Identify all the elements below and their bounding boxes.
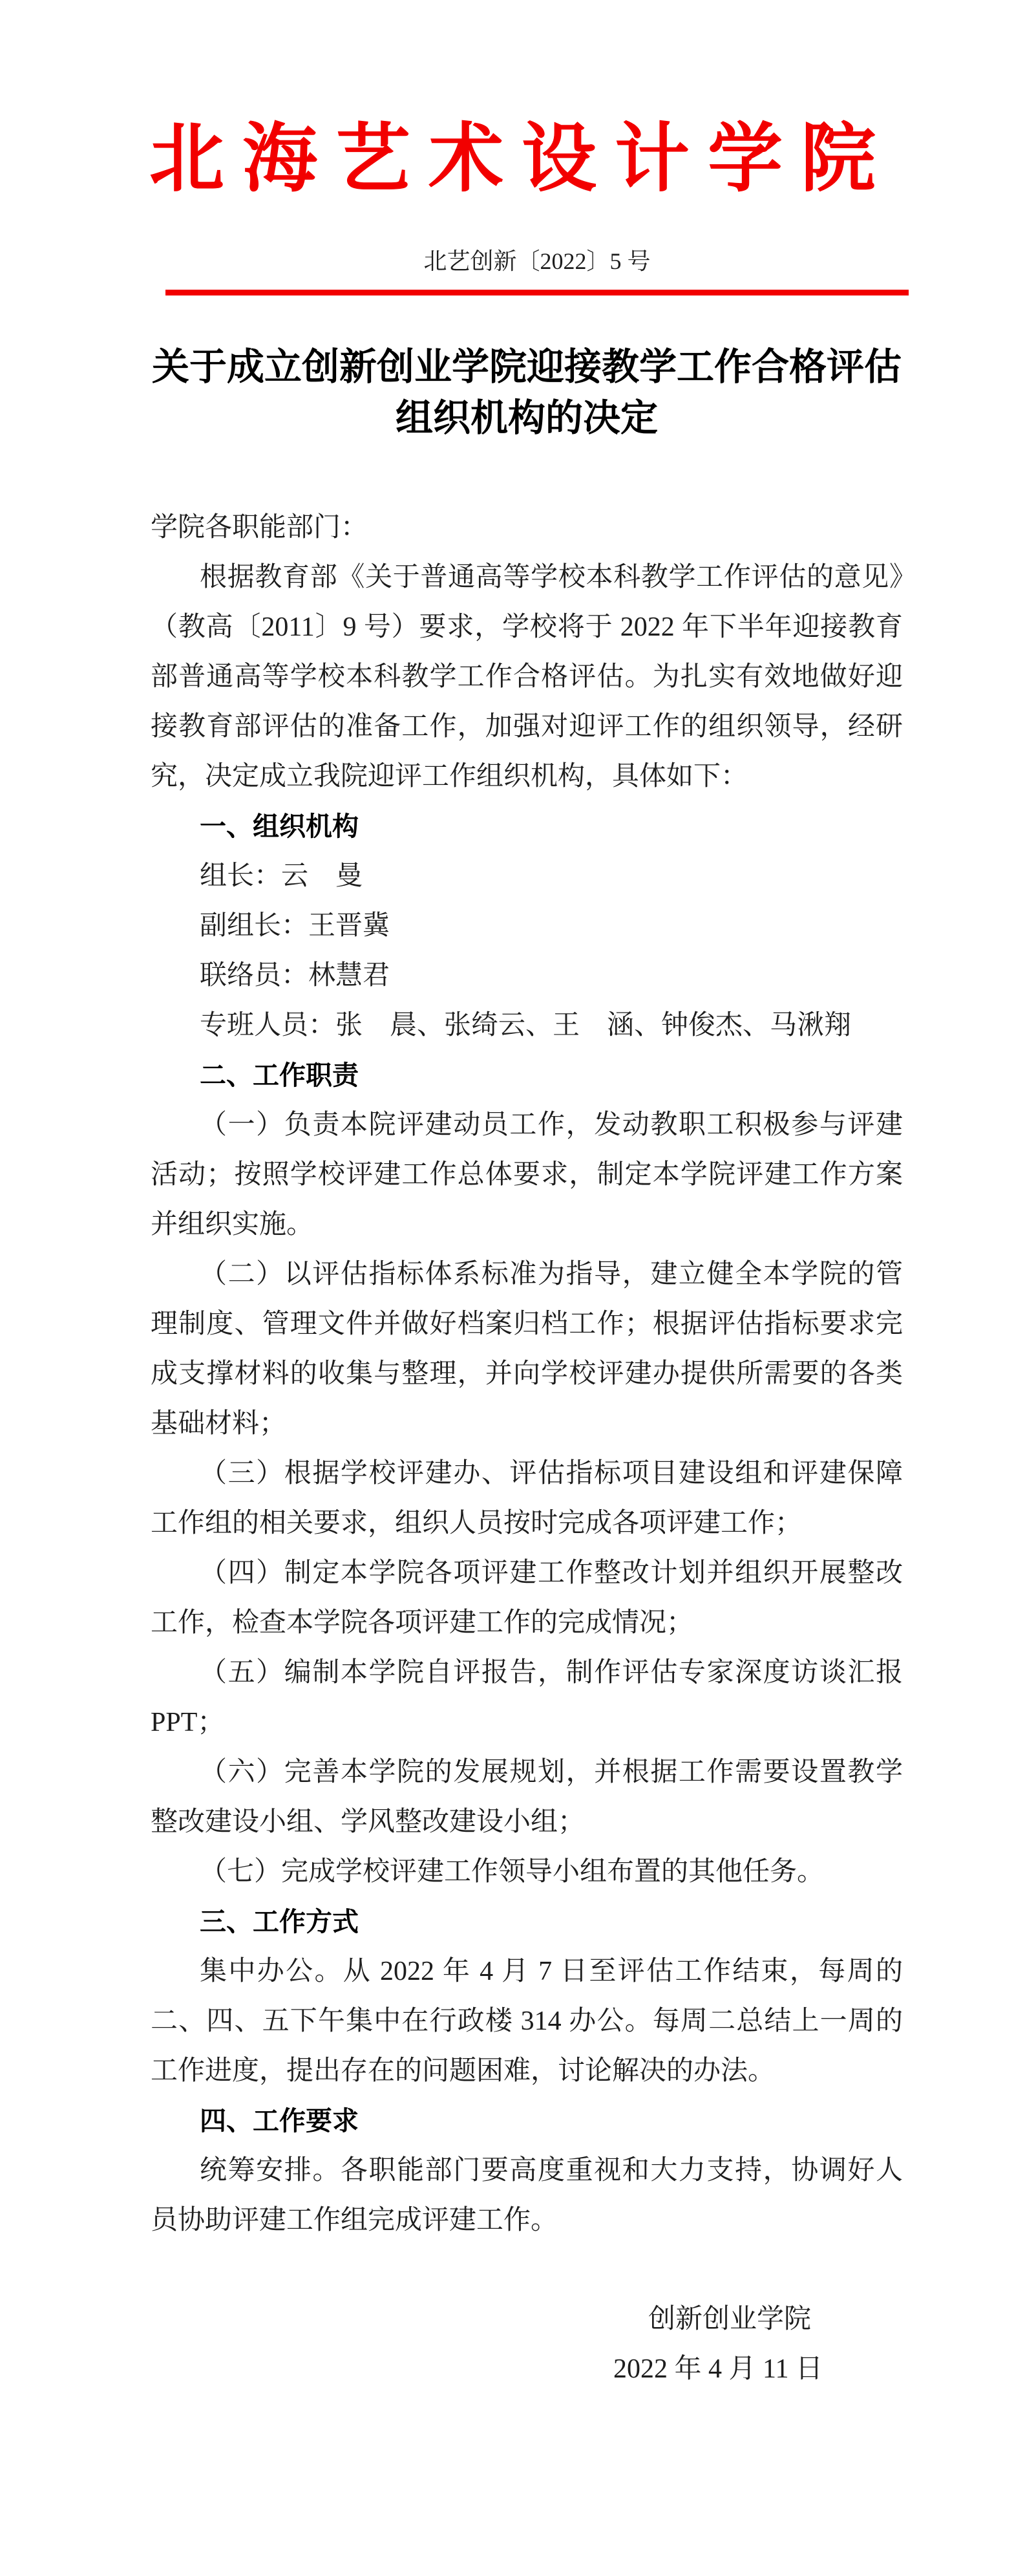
member-role: 联络员： xyxy=(200,961,309,991)
duty-item-4: （四）制定本学院各项评建工作整改计划并组织开展整改工作，检查本学院各项评建工作的完成情况； xyxy=(151,1558,903,1638)
member-row-task-team xyxy=(151,1001,903,1051)
member-role: 专班人员： xyxy=(200,1011,336,1040)
work-requirement-paragraph: 统筹安排。各职能部门要高度重视和大力支持，协调好人员协助评建工作组完成评建工作。 xyxy=(151,2156,903,2235)
document-body xyxy=(151,341,903,2394)
duty-item-6: （六）完善本学院的发展规划，并根据工作需要设置教学整改建设小组、学风整改建设小组； xyxy=(151,1757,903,1837)
salutation: 学院各职能部门： xyxy=(151,513,368,542)
duty-item-1: （一）负责本院评建动员工作，发动教职工积极参与评建活动；按照学校评建工作总体要求，制定本学院评建工作方案并组织实施。 xyxy=(151,1110,903,1240)
section-heading-work-requirement: 四、工作要求 xyxy=(200,2106,359,2136)
signature-unit: 创新创业学院 xyxy=(648,2304,811,2334)
section-heading-duties: 二、工作职责 xyxy=(200,1060,359,1090)
member-name: 张 晨、张绮云、王 涵、钟俊杰、马湫翔 xyxy=(335,1011,852,1040)
member-role: 副组长： xyxy=(200,911,309,941)
member-name: 王晋冀 xyxy=(308,911,390,941)
member-role: 组长： xyxy=(200,861,282,891)
document-title: 关于成立创新创业学院迎接教学工作合格评估组织机构的决定 xyxy=(151,346,902,439)
duty-item-7: （七）完成学校评建工作领导小组布置的其他任务。 xyxy=(200,1857,825,1887)
duty-item-3: （三）根据学校评建办、评估指标项目建设组和评建保障工作组的相关要求，组织人员按时完成各项评建工作； xyxy=(151,1459,903,1538)
member-row-leader xyxy=(151,852,903,901)
red-divider-line xyxy=(165,290,909,295)
intro-paragraph: 根据教育部《关于普通高等学校本科教学工作评估的意见》（教高〔2011〕9 号）要求，学校将于 2022 年下半年迎接教育部普通高等学校本科教学工作合格评估。为扎实有效地做好迎接教育部评估的准备工作，加强对迎评工作的组织领导，经研究，决定成立我院迎评工作组织机构，具体如下： xyxy=(151,563,903,791)
work-method-paragraph: 集中办公。从 2022 年 4 月 7 日至评估工作结束，每周的二、四、五下午集中在行政楼 314 办公。每周二总结上一周的工作进度，提出存在的问题困难，讨论解决的办法。 xyxy=(151,1957,903,2086)
member-row-liaison xyxy=(151,951,903,1001)
section-heading-work-method: 三、工作方式 xyxy=(200,1907,359,1937)
member-row-deputy-leader xyxy=(151,901,903,951)
duty-item-2: （二）以评估指标体系标准为指导，建立健全本学院的管理制度、管理文件并做好档案归档工作；根据评估指标要求完成支撑材料的收集与整理，并向学校评建办提供所需要的各类基础材料； xyxy=(151,1260,903,1439)
duty-item-5: （五）编制本学院自评报告，制作评估专家深度访谈汇报PPT； xyxy=(151,1658,903,1737)
doc-number: 北艺创新〔2022〕5 号 xyxy=(423,248,651,274)
member-name: 云 曼 xyxy=(281,861,363,891)
signature-date: 2022 年 4 月 11 日 xyxy=(613,2354,823,2384)
member-name: 林慧君 xyxy=(308,961,390,991)
masthead-org-name: 北海艺术设计学院 xyxy=(149,118,894,201)
section-heading-organization: 一、组织机构 xyxy=(200,811,359,841)
